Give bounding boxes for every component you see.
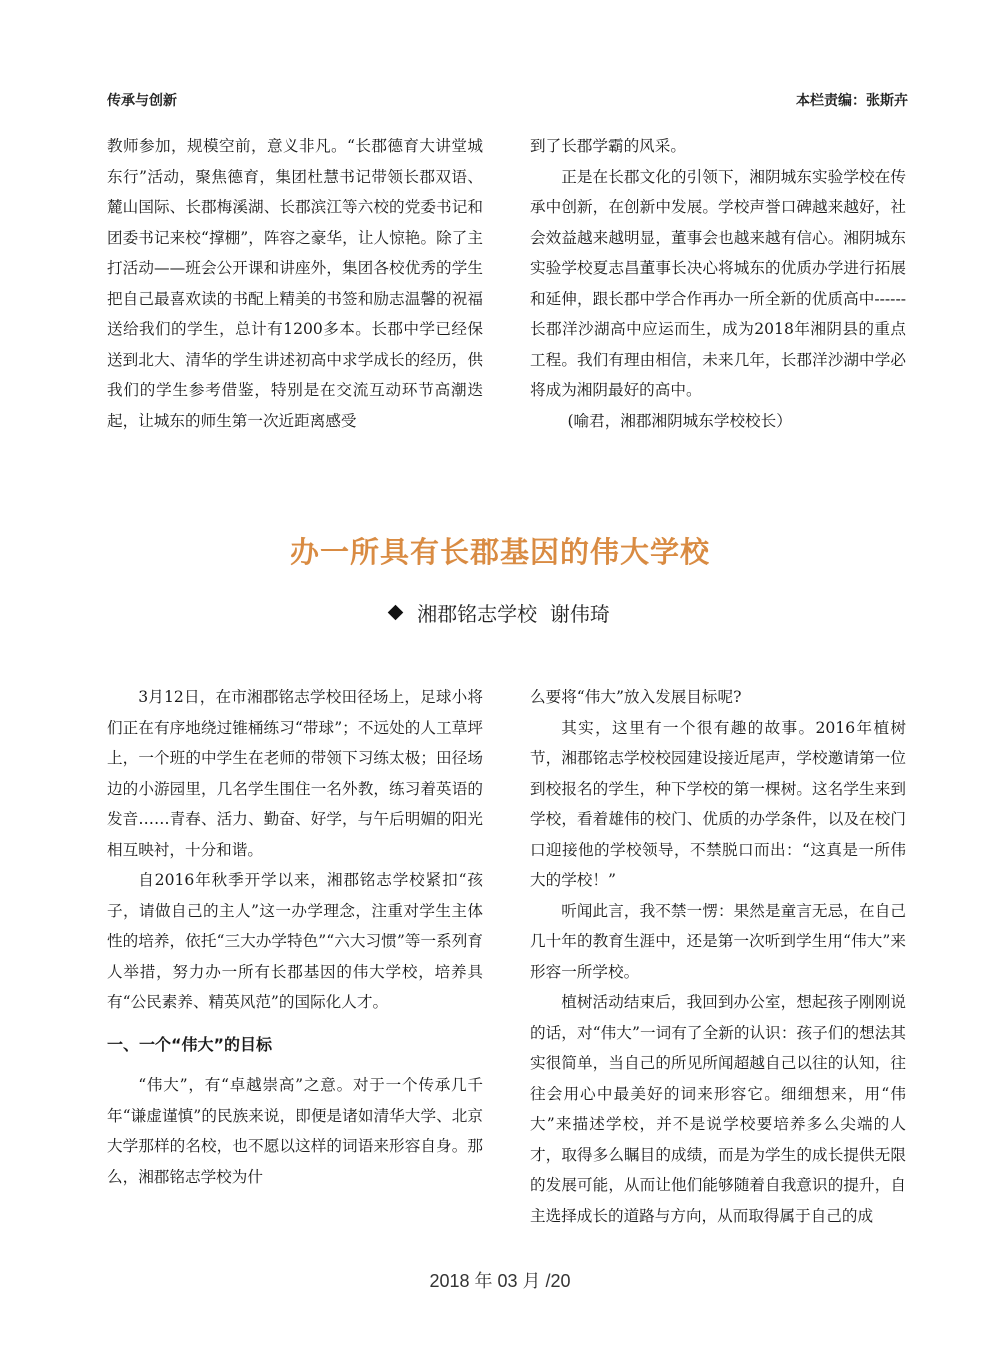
paragraph: 正是在长郡文化的引领下，湘阴城东实验学校在传承中创新，在创新中发展。学校声誉口碑越来越好，社会效益越来越明显，董事会也越来越有信心。湘阴城东实验学校夏志昌董事长决心将城东的优质办学进行拓展和延伸，跟长郡中学合作再办一所全新的优质高中------长郡洋沙湖高中应运而生，成为2018年湘阴县的重点工程。我们有理由相信，未来几年，长郡洋沙湖中学必将成为湘阴最好的高中。 — [530, 167, 906, 399]
prev-article-column-2 — [530, 131, 906, 436]
byline-text: 湘郡铭志学校 谢伟琦 — [417, 602, 610, 626]
paragraph: 听闻此言，我不禁一愣：果然是童言无忌，在自己几十年的教育生涯中，还是第一次听到学生用“伟大”来形容一所学校。 — [530, 901, 906, 981]
article-column-2 — [530, 682, 906, 1231]
prev-article-column-1 — [107, 131, 483, 436]
paragraph: 3月12日，在市湘郡铭志学校田径场上，足球小将们正在有序地绕过锥桶练习“带球”；不远处的人工草坪上，一个班的中学生在老师的带领下习练太极；田径场边的小游园里，几名学生围住一名外教，练习着英语的发音……青春、活力、勤奋、好学，与午后明媚的阳光相互映衬，十分和谐。 — [107, 688, 483, 859]
paragraph: “伟大”，有“卓越崇高”之意。对于一个传承几千年“谦虚谨慎”的民族来说，即便是诸如清华大学、北京大学那样的名校，也不愿以这样的词语来形容自身。那么，湘郡铭志学校为什 — [107, 1076, 483, 1186]
paragraph: 其实，这里有一个很有趣的故事。2016年植树节，湘郡铭志学校校园建设接近尾声，学校邀请第一位到校报名的学生，种下学校的第一棵树。这名学生来到学校，看着雄伟的校门、优质的办学条件，以及在校门口迎接他的学校领导，不禁脱口而出：“这真是一所伟大的学校！” — [530, 718, 906, 889]
diamond-bullet-icon — [388, 605, 404, 621]
article-byline — [0, 598, 1000, 627]
paragraph: 植树活动结束后，我回到办公室，想起孩子刚刚说的话，对“伟大”一词有了全新的认识：孩子们的想法其实很简单，当自己的所见所闻超越自己以往的认知，往往会用心中最美好的词来形容它。细细想来，用“伟大”来描述学校，并不是说学校要培养多么尖端的人才，取得多么瞩目的成绩，而是为学生的成长提供无限的发展可能，从而让他们能够随着自我意识的提升，自主选择成长的道路与方向，从而取得属于自己的成 — [530, 993, 906, 1225]
page-footer: 2018 年 03 月 /20 — [429, 1271, 571, 1291]
article-title: 办一所具有长郡基因的伟大学校 — [289, 535, 710, 569]
paragraph: 教师参加，规模空前，意义非凡。“长郡德育大讲堂城东行”活动，聚焦德育，集团杜慧书记带领长郡双语、麓山国际、长郡梅溪湖、长郡滨江等六校的党委书记和团委书记来校“撑棚”，阵容之豪华，让人惊艳。除了主打活动——班会公开课和讲座外，集团各校优秀的学生把自己最喜欢读的书配上精美的书签和励志温馨的祝福送给我们的学生，总计有1200多本。长郡中学已经保送到北大、清华的学生讲述初高中求学成长的经历，供我们的学生参考借鉴，特别是在交流互动环节高潮迭起，让城东的师生第一次近距离感受 — [107, 137, 483, 430]
article-column-1 — [107, 682, 483, 1192]
section-header: 传承与创新 — [107, 93, 177, 109]
column-editor: 本栏责编：张斯卉 — [796, 93, 908, 109]
paragraph: 么要将“伟大”放入发展目标呢? — [530, 688, 742, 706]
paragraph: 自2016年秋季开学以来，湘郡铭志学校紧扣“孩子，请做自己的主人”这一办学理念，注重对学生主体性的培养，依托“三大办学特色”“六大习惯”等一系列育人举措，努力办一所有长郡基因的伟大学校，培养具有“公民素养、精英风范”的国际化人才。 — [107, 871, 483, 1011]
section-heading: 一、一个“伟大”的目标 — [107, 1034, 273, 1054]
paragraph: 到了长郡学霸的风采。 — [530, 137, 686, 155]
author-signature: (喻君，湘郡湘阴城东学校校长） — [567, 411, 792, 430]
